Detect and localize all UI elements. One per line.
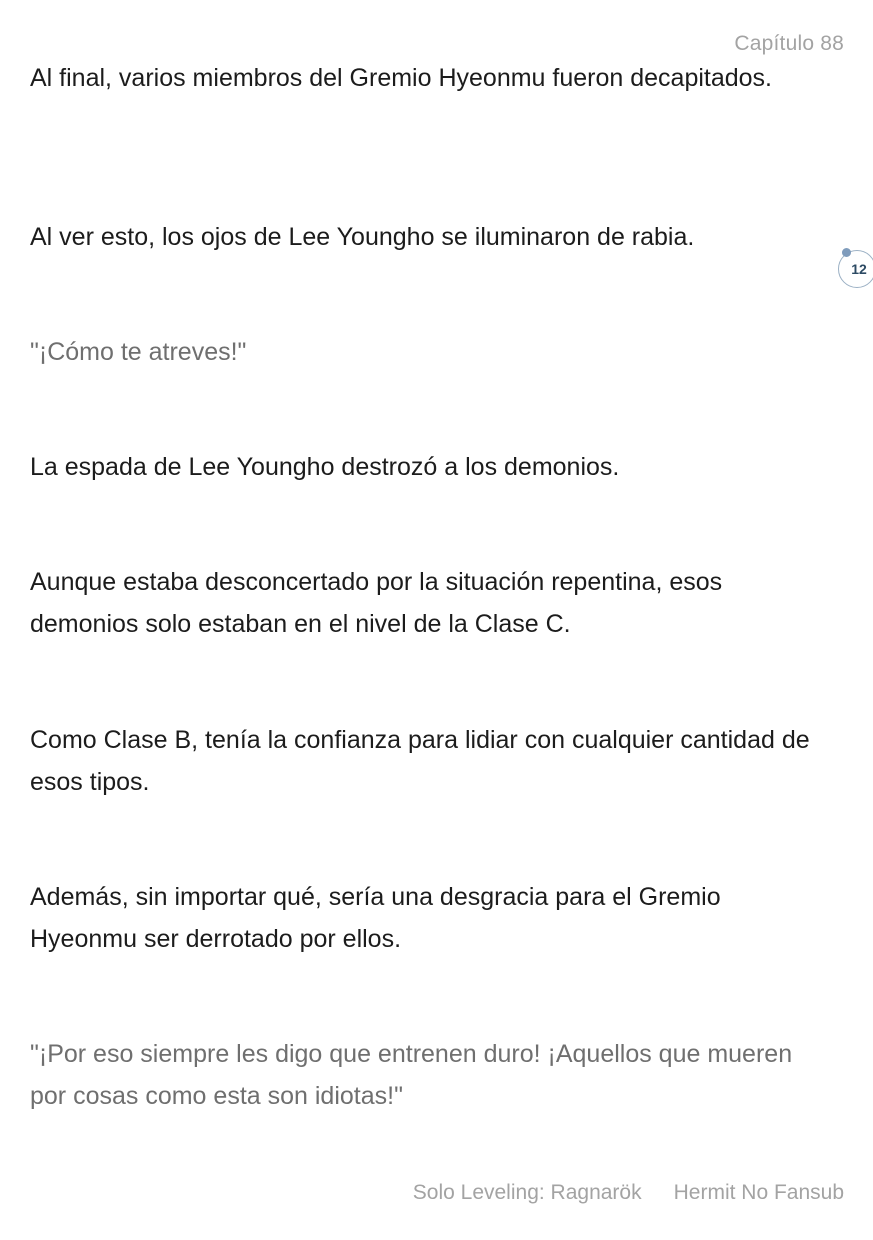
paragraph: Al final, varios miembros del Gremio Hyeonmu fueron decapitados.: [30, 64, 773, 92]
dialogue-paragraph: "¡Cómo te atreves!": [30, 338, 247, 366]
comment-bubble-icon: [842, 248, 851, 257]
paragraph: Como Clase B, tenía la confianza para lidiar con cualquier cantidad de esos tipos.: [30, 726, 810, 796]
paragraph: Al ver esto, los ojos de Lee Youngho se iluminaron de rabia.: [30, 223, 695, 251]
translator-credit: Hermit No Fansub: [673, 1181, 844, 1204]
paragraph: Además, sin importar qué, sería una desgracia para el Gremio Hyeonmu ser derrotado por ellos.: [30, 883, 721, 953]
paragraph: Aunque estaba desconcertado por la situación repentina, esos demonios solo estaban en el nivel de la Clase C.: [30, 568, 723, 638]
paragraph: La espada de Lee Youngho destrozó a los demonios.: [30, 453, 620, 481]
chapter-label: Capítulo 88: [734, 32, 844, 55]
novel-title: Solo Leveling: Ragnarök: [412, 1181, 642, 1204]
dialogue-paragraph: "¡Por eso siempre les digo que entrenen duro! ¡Aquellos que mueren por cosas como esta son idiotas!": [30, 1040, 793, 1110]
comment-count-badge[interactable]: [838, 250, 873, 288]
comment-count: 12: [851, 261, 867, 277]
footer: [413, 1181, 844, 1205]
